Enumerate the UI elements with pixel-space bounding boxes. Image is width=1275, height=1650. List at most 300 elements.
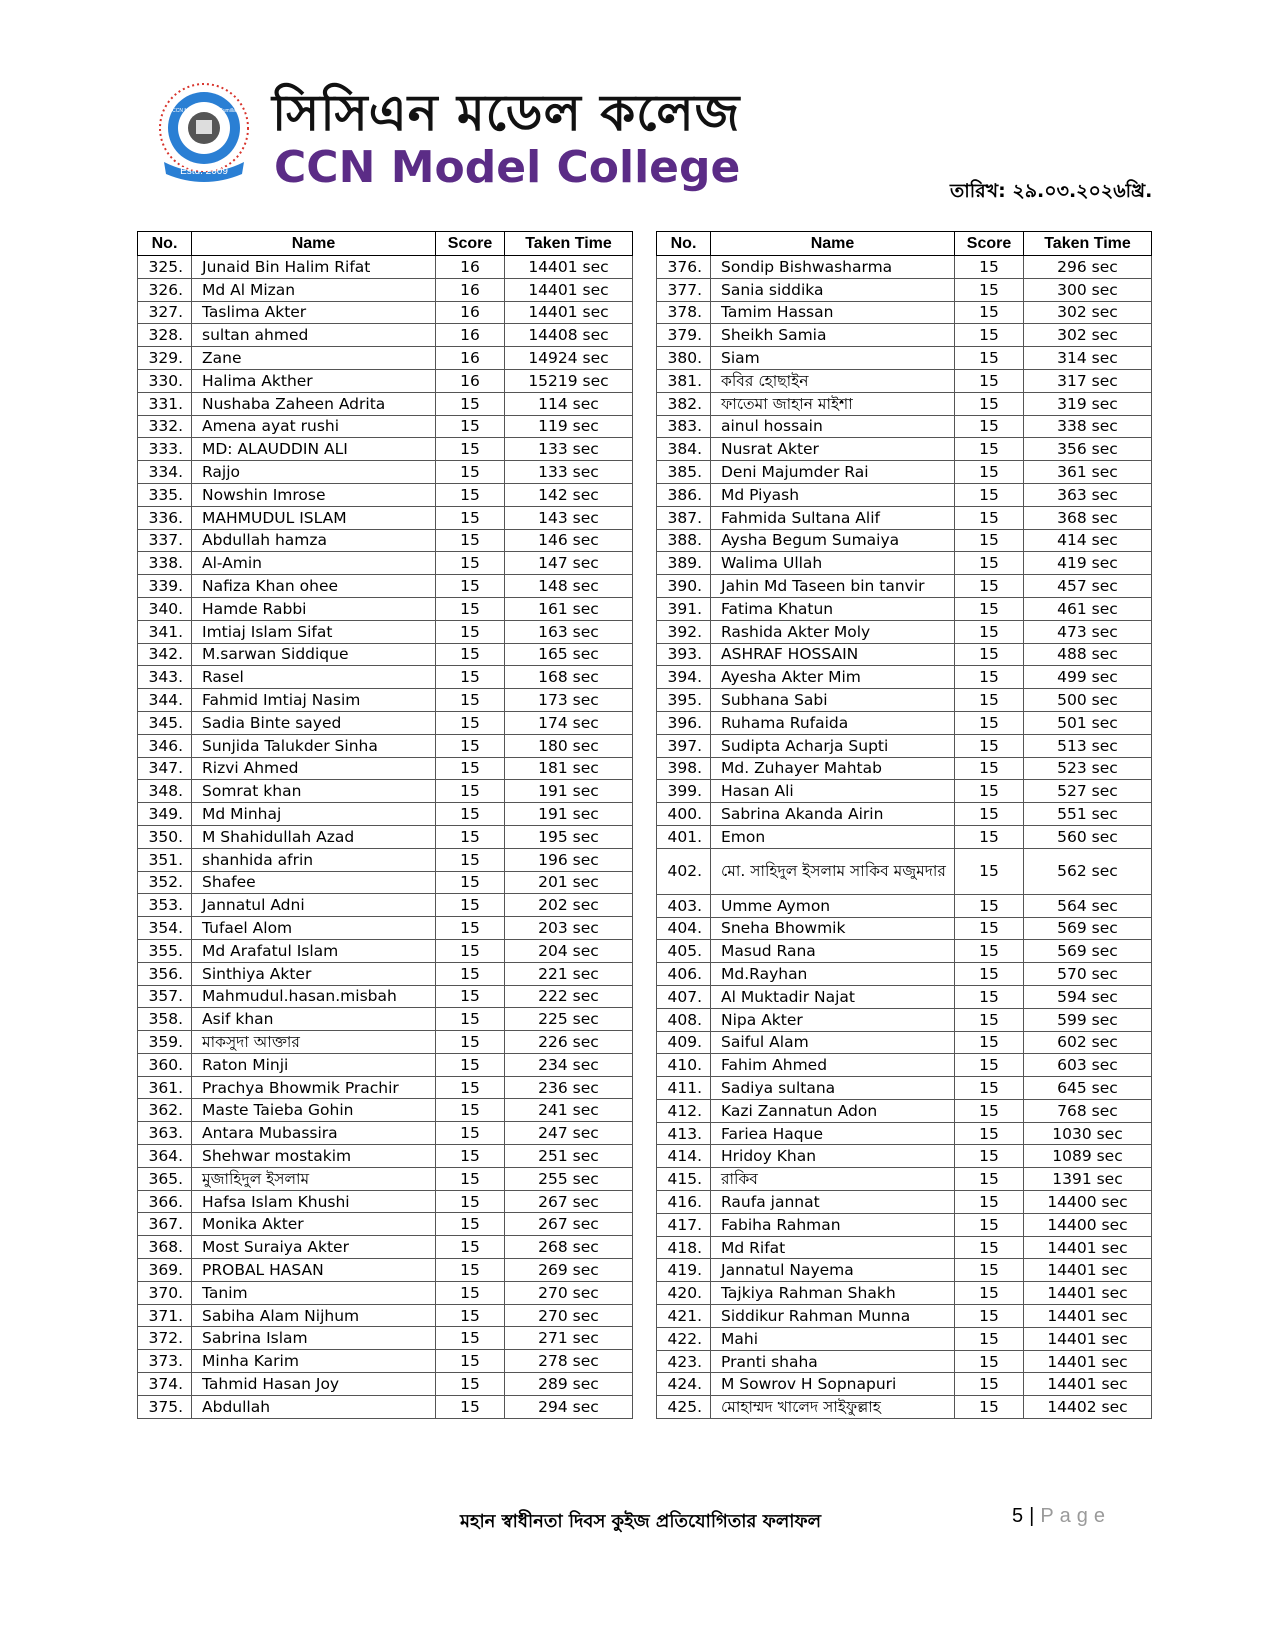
row-name: Md Minhaj [192, 803, 436, 826]
row-number: 337. [138, 529, 192, 552]
row-number: 325. [138, 256, 192, 279]
table-row [138, 962, 633, 985]
row-score: 15 [955, 1031, 1024, 1054]
row-number: 413. [657, 1122, 711, 1145]
row-number: 406. [657, 963, 711, 986]
row-number: 397. [657, 734, 711, 757]
row-score: 15 [955, 643, 1024, 666]
row-name: Somrat khan [192, 780, 436, 803]
row-number: 380. [657, 347, 711, 370]
row-taken-time: 202 sec [505, 894, 633, 917]
row-taken-time: 488 sec [1024, 643, 1152, 666]
table-row [138, 871, 633, 894]
table-row [138, 1122, 633, 1145]
table-row [657, 825, 1152, 848]
row-number: 414. [657, 1145, 711, 1168]
row-number: 407. [657, 985, 711, 1008]
row-score: 15 [955, 689, 1024, 712]
row-name: Nafiza Khan ohee [192, 575, 436, 598]
row-name: Monika Akter [192, 1213, 436, 1236]
row-score: 15 [436, 1145, 505, 1168]
row-name: M Shahidullah Azad [192, 825, 436, 848]
table-row [657, 438, 1152, 461]
row-name: PROBAL HASAN [192, 1259, 436, 1282]
row-taken-time: 500 sec [1024, 689, 1152, 712]
table-row [657, 575, 1152, 598]
row-score: 16 [436, 256, 505, 279]
table-row [138, 1076, 633, 1099]
row-score: 15 [955, 1145, 1024, 1168]
row-score: 15 [955, 278, 1024, 301]
row-taken-time: 289 sec [505, 1373, 633, 1396]
row-taken-time: 267 sec [505, 1213, 633, 1236]
table-row [138, 1145, 633, 1168]
row-number: 389. [657, 552, 711, 575]
table-row [138, 1008, 633, 1031]
table-row [138, 711, 633, 734]
table-row [657, 415, 1152, 438]
table-row [657, 985, 1152, 1008]
row-score: 16 [436, 369, 505, 392]
row-score: 15 [436, 1281, 505, 1304]
table-row [138, 734, 633, 757]
table-row [657, 506, 1152, 529]
table-row [657, 1191, 1152, 1214]
table-row [138, 438, 633, 461]
row-score: 15 [436, 483, 505, 506]
table-row [138, 552, 633, 575]
row-number: 383. [657, 415, 711, 438]
table-row [657, 940, 1152, 963]
column-header-no: No. [657, 232, 711, 256]
row-number: 363. [138, 1122, 192, 1145]
row-taken-time: 14401 sec [1024, 1282, 1152, 1305]
row-score: 15 [436, 1099, 505, 1122]
row-taken-time: 300 sec [1024, 278, 1152, 301]
row-name: মাকসুদা আক্তার [192, 1031, 436, 1054]
row-taken-time: 368 sec [1024, 506, 1152, 529]
row-number: 367. [138, 1213, 192, 1236]
row-taken-time: 473 sec [1024, 620, 1152, 643]
row-name: Prachya Bhowmik Prachir [192, 1076, 436, 1099]
row-score: 15 [436, 848, 505, 871]
row-name: Deni Majumder Rai [711, 461, 955, 484]
row-number: 398. [657, 757, 711, 780]
row-name: Nipa Akter [711, 1008, 955, 1031]
results-table-right-body [657, 256, 1152, 1419]
table-row [138, 392, 633, 415]
row-taken-time: 191 sec [505, 780, 633, 803]
row-name: Tajkiya Rahman Shakh [711, 1282, 955, 1305]
row-number: 381. [657, 369, 711, 392]
table-row [657, 780, 1152, 803]
row-taken-time: 302 sec [1024, 324, 1152, 347]
table-row [138, 529, 633, 552]
row-name: Kazi Zannatun Adon [711, 1099, 955, 1122]
row-score: 15 [436, 1327, 505, 1350]
table-row [138, 1259, 633, 1282]
column-header-score: Score [955, 232, 1024, 256]
row-taken-time: 570 sec [1024, 963, 1152, 986]
row-taken-time: 602 sec [1024, 1031, 1152, 1054]
row-score: 15 [955, 256, 1024, 279]
table-row [657, 1373, 1152, 1396]
results-table-left [137, 231, 633, 1419]
row-score: 15 [955, 1305, 1024, 1328]
row-name: Jahin Md Taseen bin tanvir [711, 575, 955, 598]
row-score: 15 [436, 689, 505, 712]
row-name: Rajjo [192, 461, 436, 484]
row-number: 335. [138, 483, 192, 506]
row-name: Fabiha Rahman [711, 1213, 955, 1236]
row-name: Imtiaj Islam Sifat [192, 620, 436, 643]
table-row [657, 1259, 1152, 1282]
row-name: Al-Amin [192, 552, 436, 575]
table-row [138, 620, 633, 643]
row-taken-time: 569 sec [1024, 940, 1152, 963]
row-number: 415. [657, 1168, 711, 1191]
row-score: 15 [436, 597, 505, 620]
row-taken-time: 461 sec [1024, 597, 1152, 620]
table-row [657, 620, 1152, 643]
row-name: Md Arafatul Islam [192, 939, 436, 962]
row-number: 382. [657, 392, 711, 415]
table-row [138, 689, 633, 712]
row-name: Sinthiya Akter [192, 962, 436, 985]
row-number: 379. [657, 324, 711, 347]
row-taken-time: 296 sec [1024, 256, 1152, 279]
table-row [657, 1236, 1152, 1259]
table-row [657, 392, 1152, 415]
row-taken-time: 457 sec [1024, 575, 1152, 598]
table-row [657, 848, 1152, 894]
row-score: 15 [955, 597, 1024, 620]
row-name: Aysha Begum Sumaiya [711, 529, 955, 552]
row-taken-time: 221 sec [505, 962, 633, 985]
row-number: 410. [657, 1054, 711, 1077]
table-row [657, 1213, 1152, 1236]
table-row [138, 985, 633, 1008]
column-header-no: No. [138, 232, 192, 256]
row-name: M.sarwan Siddique [192, 643, 436, 666]
table-row [138, 597, 633, 620]
row-name: Sabiha Alam Nijhum [192, 1304, 436, 1327]
college-name-bn: সিসিএন মডেল কলেজ [272, 84, 741, 142]
row-name: Abdullah hamza [192, 529, 436, 552]
row-number: 400. [657, 803, 711, 826]
row-taken-time: 560 sec [1024, 825, 1152, 848]
table-row [138, 301, 633, 324]
row-score: 15 [436, 529, 505, 552]
table-row [657, 369, 1152, 392]
row-number: 376. [657, 256, 711, 279]
table-row [657, 1282, 1152, 1305]
table-row [657, 711, 1152, 734]
row-taken-time: 133 sec [505, 461, 633, 484]
row-taken-time: 645 sec [1024, 1077, 1152, 1100]
row-number: 339. [138, 575, 192, 598]
row-name: Sondip Bishwasharma [711, 256, 955, 279]
row-number: 357. [138, 985, 192, 1008]
row-name: Sabrina Akanda Airin [711, 803, 955, 826]
row-taken-time: 523 sec [1024, 757, 1152, 780]
row-taken-time: 14400 sec [1024, 1191, 1152, 1214]
row-number: 355. [138, 939, 192, 962]
row-score: 15 [436, 939, 505, 962]
table-row [657, 643, 1152, 666]
row-taken-time: 14924 sec [505, 347, 633, 370]
row-taken-time: 142 sec [505, 483, 633, 506]
row-number: 386. [657, 483, 711, 506]
row-name: M Sowrov H Sopnapuri [711, 1373, 955, 1396]
row-number: 392. [657, 620, 711, 643]
row-taken-time: 363 sec [1024, 483, 1152, 506]
row-name: Fatima Khatun [711, 597, 955, 620]
row-score: 15 [955, 347, 1024, 370]
row-number: 385. [657, 461, 711, 484]
row-taken-time: 255 sec [505, 1167, 633, 1190]
table-header-row [657, 232, 1152, 256]
row-score: 15 [436, 917, 505, 940]
row-taken-time: 302 sec [1024, 301, 1152, 324]
row-taken-time: 1030 sec [1024, 1122, 1152, 1145]
column-header-taken-time: Taken Time [505, 232, 633, 256]
table-row [657, 803, 1152, 826]
row-number: 393. [657, 643, 711, 666]
row-number: 350. [138, 825, 192, 848]
row-name: Taslima Akter [192, 301, 436, 324]
row-name: Sudipta Acharja Supti [711, 734, 955, 757]
row-score: 15 [955, 506, 1024, 529]
table-row [138, 894, 633, 917]
row-taken-time: 361 sec [1024, 461, 1152, 484]
table-row [138, 506, 633, 529]
row-number: 358. [138, 1008, 192, 1031]
table-row [138, 1167, 633, 1190]
row-score: 15 [955, 803, 1024, 826]
row-taken-time: 161 sec [505, 597, 633, 620]
table-row [138, 347, 633, 370]
row-number: 348. [138, 780, 192, 803]
row-number: 353. [138, 894, 192, 917]
row-number: 417. [657, 1213, 711, 1236]
row-taken-time: 195 sec [505, 825, 633, 848]
row-taken-time: 269 sec [505, 1259, 633, 1282]
row-number: 359. [138, 1031, 192, 1054]
row-number: 387. [657, 506, 711, 529]
row-taken-time: 768 sec [1024, 1099, 1152, 1122]
row-name: Shehwar mostakim [192, 1145, 436, 1168]
logo-motto: CCN Model College, Cumilla [172, 108, 236, 114]
row-number: 368. [138, 1236, 192, 1259]
row-score: 15 [436, 803, 505, 826]
table-row [657, 1054, 1152, 1077]
row-score: 15 [955, 894, 1024, 917]
row-taken-time: 180 sec [505, 734, 633, 757]
row-taken-time: 356 sec [1024, 438, 1152, 461]
table-row [138, 1304, 633, 1327]
row-score: 15 [436, 1122, 505, 1145]
row-taken-time: 236 sec [505, 1076, 633, 1099]
row-name: Jannatul Adni [192, 894, 436, 917]
row-name: Md. Zuhayer Mahtab [711, 757, 955, 780]
table-row [138, 1395, 633, 1418]
row-name: মো. সাহিদুল ইসলাম সাকিব মজুমদার [711, 848, 955, 894]
row-score: 15 [955, 392, 1024, 415]
table-row [657, 894, 1152, 917]
row-number: 420. [657, 1282, 711, 1305]
row-taken-time: 14401 sec [1024, 1350, 1152, 1373]
row-number: 361. [138, 1076, 192, 1099]
row-number: 364. [138, 1145, 192, 1168]
row-taken-time: 203 sec [505, 917, 633, 940]
row-score: 15 [436, 620, 505, 643]
table-row [657, 1396, 1152, 1419]
row-number: 330. [138, 369, 192, 392]
row-taken-time: 419 sec [1024, 552, 1152, 575]
row-name: Antara Mubassira [192, 1122, 436, 1145]
row-taken-time: 14401 sec [1024, 1305, 1152, 1328]
row-name: Hasan Ali [711, 780, 955, 803]
table-row [138, 256, 633, 279]
college-logo-icon [150, 78, 258, 186]
table-row [138, 1099, 633, 1122]
row-number: 384. [657, 438, 711, 461]
page-number-value: 5 [1012, 1505, 1024, 1527]
row-name: মুজাহিদুল ইসলাম [192, 1167, 436, 1190]
table-row [657, 1168, 1152, 1191]
logo-estd: Estd. 2009 [180, 166, 228, 177]
row-name: Siam [711, 347, 955, 370]
row-number: 372. [138, 1327, 192, 1350]
row-taken-time: 173 sec [505, 689, 633, 712]
row-taken-time: 278 sec [505, 1350, 633, 1373]
row-score: 15 [955, 711, 1024, 734]
row-number: 334. [138, 461, 192, 484]
row-number: 421. [657, 1305, 711, 1328]
row-score: 15 [955, 1350, 1024, 1373]
row-score: 15 [436, 894, 505, 917]
row-score: 15 [955, 985, 1024, 1008]
row-number: 425. [657, 1396, 711, 1419]
row-taken-time: 594 sec [1024, 985, 1152, 1008]
row-number: 405. [657, 940, 711, 963]
row-score: 15 [436, 711, 505, 734]
row-score: 15 [955, 1213, 1024, 1236]
row-score: 15 [436, 1213, 505, 1236]
row-number: 340. [138, 597, 192, 620]
row-score: 15 [436, 575, 505, 598]
row-name: Sunjida Talukder Sinha [192, 734, 436, 757]
row-name: Amena ayat rushi [192, 415, 436, 438]
row-name: Al Muktadir Najat [711, 985, 955, 1008]
table-row [657, 689, 1152, 712]
row-taken-time: 119 sec [505, 415, 633, 438]
table-row [657, 757, 1152, 780]
row-name: Abdullah [192, 1395, 436, 1418]
row-number: 408. [657, 1008, 711, 1031]
table-row [657, 1305, 1152, 1328]
row-number: 403. [657, 894, 711, 917]
row-score: 15 [955, 301, 1024, 324]
row-name: Raton Minji [192, 1053, 436, 1076]
row-number: 332. [138, 415, 192, 438]
row-name: Sadia Binte sayed [192, 711, 436, 734]
college-name-en: CCN Model College [274, 142, 741, 193]
table-row [138, 1281, 633, 1304]
row-taken-time: 414 sec [1024, 529, 1152, 552]
row-number: 373. [138, 1350, 192, 1373]
row-taken-time: 251 sec [505, 1145, 633, 1168]
row-name: Rashida Akter Moly [711, 620, 955, 643]
row-name: Emon [711, 825, 955, 848]
row-score: 16 [436, 324, 505, 347]
row-name: Most Suraiya Akter [192, 1236, 436, 1259]
row-score: 15 [955, 825, 1024, 848]
table-row [138, 1327, 633, 1350]
row-taken-time: 1391 sec [1024, 1168, 1152, 1191]
row-score: 15 [955, 1122, 1024, 1145]
table-row [657, 301, 1152, 324]
row-number: 411. [657, 1077, 711, 1100]
row-number: 402. [657, 848, 711, 894]
row-score: 15 [436, 1167, 505, 1190]
row-name: Fahmid Imtiaj Nasim [192, 689, 436, 712]
row-score: 15 [436, 1373, 505, 1396]
row-name: Tufael Alom [192, 917, 436, 940]
row-taken-time: 314 sec [1024, 347, 1152, 370]
row-score: 15 [955, 415, 1024, 438]
row-taken-time: 165 sec [505, 643, 633, 666]
row-name: Sabrina Islam [192, 1327, 436, 1350]
row-number: 388. [657, 529, 711, 552]
footer-title: মহান স্বাধীনতা দিবস কুইজ প্রতিযোগিতার ফলাফল [460, 1511, 822, 1532]
row-taken-time: 270 sec [505, 1281, 633, 1304]
row-name: Nowshin Imrose [192, 483, 436, 506]
row-number: 370. [138, 1281, 192, 1304]
results-table-left-body [138, 256, 633, 1419]
row-name: Nushaba Zaheen Adrita [192, 392, 436, 415]
row-taken-time: 191 sec [505, 803, 633, 826]
row-number: 366. [138, 1190, 192, 1213]
row-name: MAHMUDUL ISLAM [192, 506, 436, 529]
row-taken-time: 15219 sec [505, 369, 633, 392]
table-row [138, 369, 633, 392]
row-score: 15 [955, 757, 1024, 780]
row-taken-time: 501 sec [1024, 711, 1152, 734]
row-name: Pranti shaha [711, 1350, 955, 1373]
row-number: 378. [657, 301, 711, 324]
row-name: Umme Aymon [711, 894, 955, 917]
row-score: 15 [436, 552, 505, 575]
row-taken-time: 222 sec [505, 985, 633, 1008]
row-score: 15 [436, 1259, 505, 1282]
row-name: ainul hossain [711, 415, 955, 438]
row-number: 342. [138, 643, 192, 666]
row-taken-time: 225 sec [505, 1008, 633, 1031]
row-name: Hridoy Khan [711, 1145, 955, 1168]
row-taken-time: 226 sec [505, 1031, 633, 1054]
results-table-right [656, 231, 1152, 1419]
row-taken-time: 247 sec [505, 1122, 633, 1145]
row-score: 15 [955, 1008, 1024, 1031]
row-number: 395. [657, 689, 711, 712]
row-name: মোহাম্মদ খালেদ সাইফুল্লাহ [711, 1396, 955, 1419]
row-taken-time: 338 sec [1024, 415, 1152, 438]
row-score: 16 [436, 347, 505, 370]
row-name: Shafee [192, 871, 436, 894]
row-score: 16 [436, 301, 505, 324]
